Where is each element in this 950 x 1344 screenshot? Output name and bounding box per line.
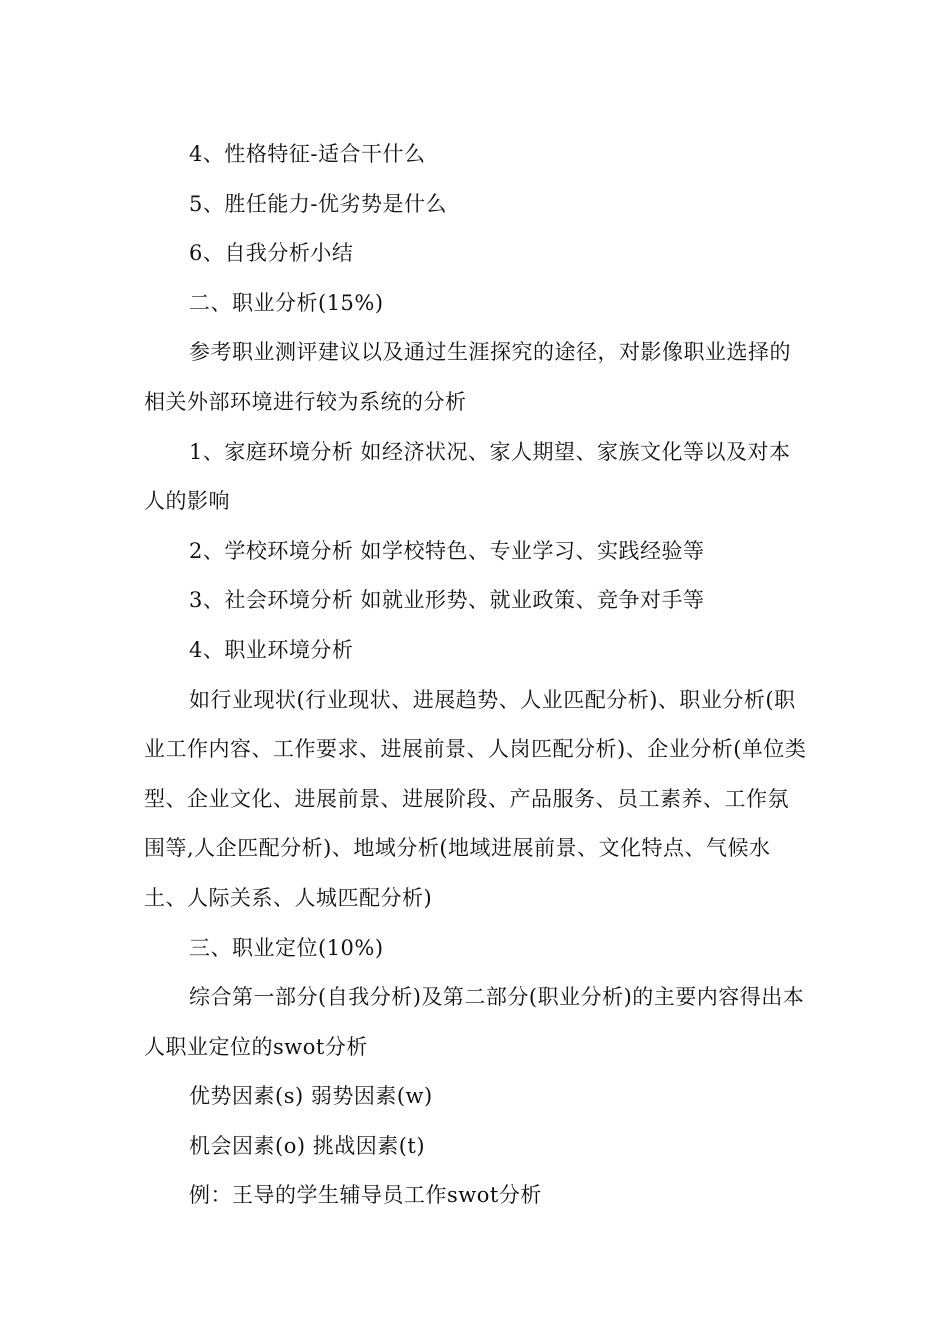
paragraph-competence: 5、胜任能力-优劣势是什么 bbox=[189, 191, 447, 216]
paragraph-career-analysis-intro: 参考职业测评建议以及通过生涯探究的途径，对影像职业选择的相关外部环境进行较为系统的分析 bbox=[144, 340, 791, 414]
paragraph-social-environment: 3、社会环境分析 如就业形势、就业政策、竞争对手等 bbox=[189, 588, 705, 613]
paragraph-self-analysis-summary: 6、自我分析小结 bbox=[189, 241, 354, 266]
document-body bbox=[144, 130, 810, 1221]
paragraph-opportunities-threats: 机会因素(o) 挑战因素(t) bbox=[189, 1133, 426, 1158]
paragraph-school-environment: 2、学校环境分析 如学校特色、专业学习、实践经验等 bbox=[189, 538, 705, 563]
paragraph-industry-details: 如行业现状(行业现状、进展趋势、人业匹配分析)、职业分析(职业工作内容、工作要求、进展前景、人岗匹配分析)、企业分析(单位类型、企业文化、进展前景、进展阶段、产品服务、员工素养、工作氛围等,人企匹配分析)、地域分析(地域进展前景、文化特点、气候水土、人际关系、人城匹配分析) bbox=[144, 687, 807, 910]
paragraph-career-environment: 4、职业环境分析 bbox=[189, 637, 354, 662]
section-heading-career-analysis: 二、职业分析(15%) bbox=[189, 290, 384, 315]
paragraph-personality-traits: 4、性格特征-适合干什么 bbox=[189, 142, 426, 166]
paragraph-family-environment: 1、家庭环境分析 如经济状况、家人期望、家族文化等以及对本人的影响 bbox=[144, 439, 791, 514]
section-heading-career-positioning: 三、职业定位(10%) bbox=[189, 935, 384, 960]
paragraph-example: 例：王导的学生辅导员工作swot分析 bbox=[189, 1183, 542, 1208]
paragraph-strengths-weaknesses: 优势因素(s) 弱势因素(w) bbox=[189, 1084, 433, 1109]
paragraph-swot-intro: 综合第一部分(自我分析)及第二部分(职业分析)的主要内容得出本人职业定位的swot分析 bbox=[144, 985, 805, 1059]
